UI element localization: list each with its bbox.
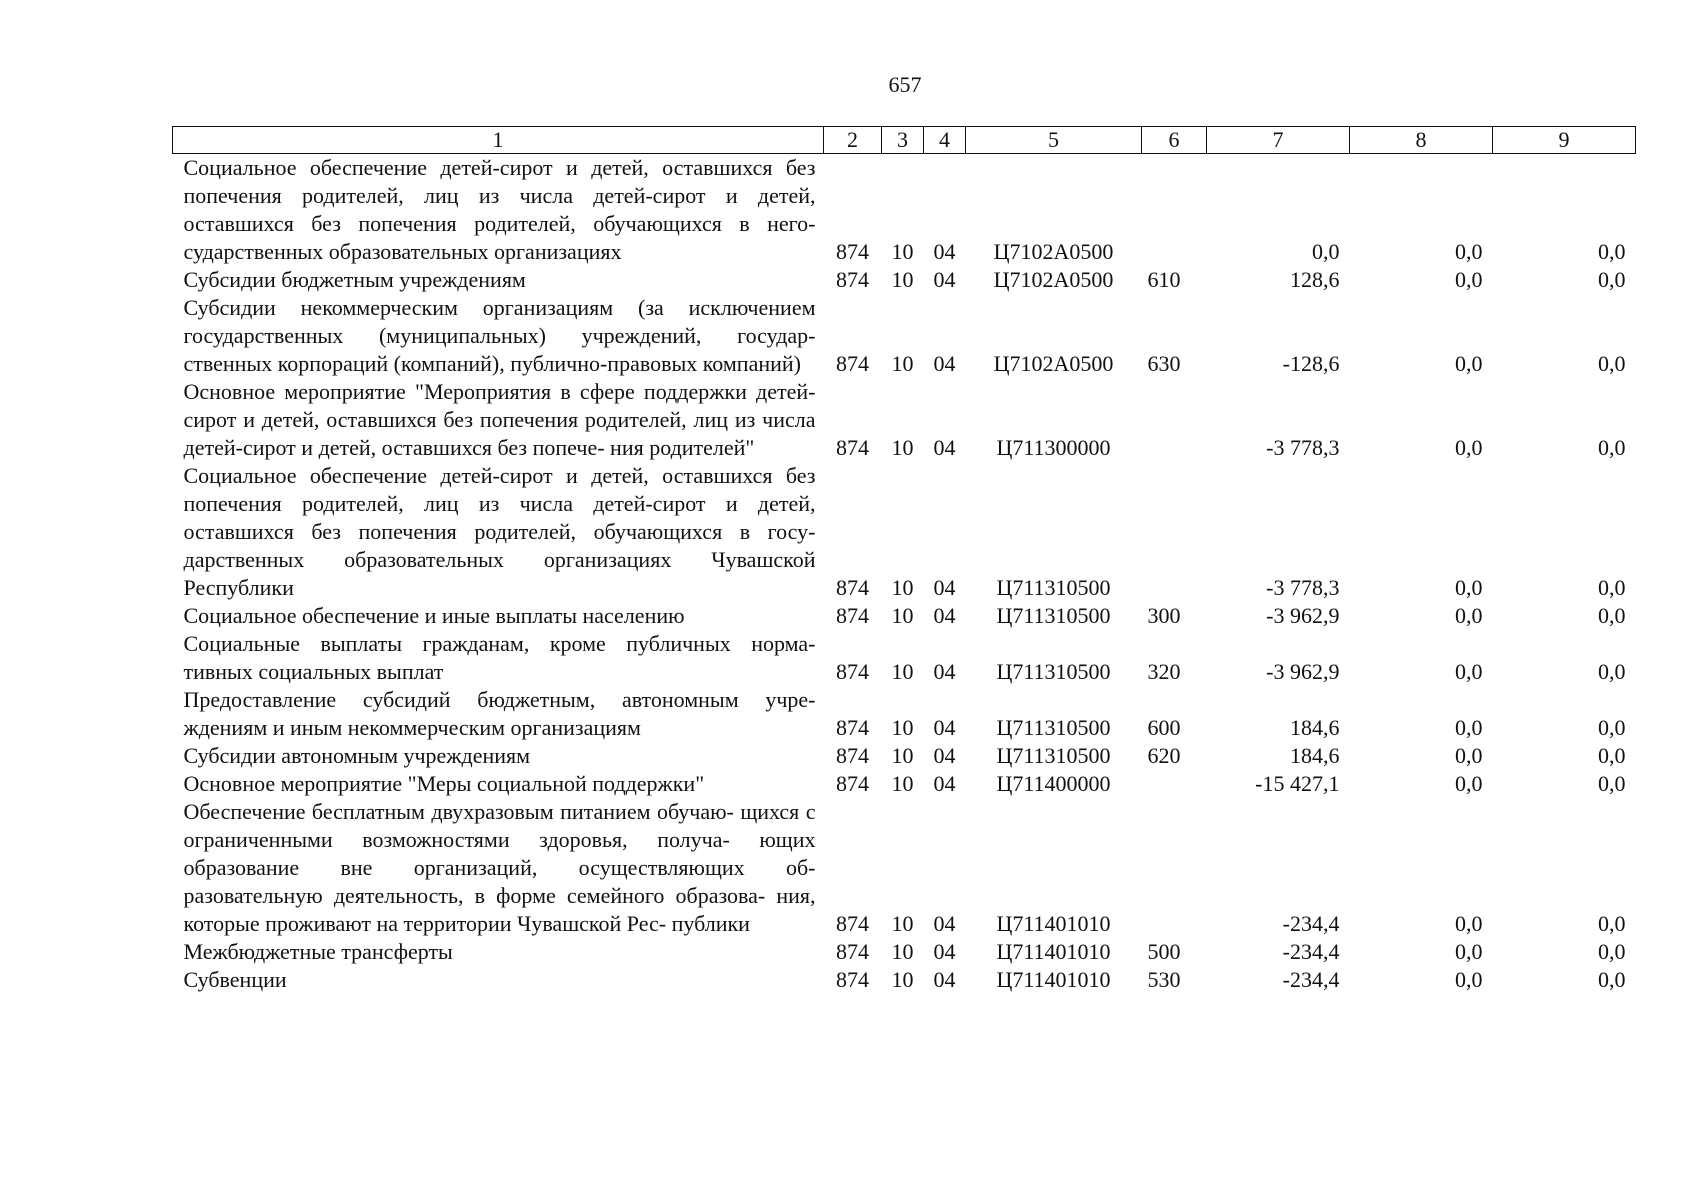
row-section: 10 [891, 911, 914, 936]
row-amount-col7: -234,4 [1282, 967, 1340, 992]
row-expense-type [1142, 798, 1207, 938]
table-row [173, 938, 1636, 966]
row-subsection: 04 [933, 967, 956, 992]
column-header-2: 2 [824, 127, 882, 154]
row-section: 10 [891, 351, 914, 376]
table-row [173, 798, 1636, 938]
row-name: Социальные выплаты гражданам, кроме публичных норма- тивных социальных выплат [183, 631, 816, 684]
row-admin-code: 874 [836, 603, 869, 628]
column-header-4: 4 [924, 127, 966, 154]
row-admin-code: 874 [836, 659, 869, 684]
row-amount-col9: 0,0 [1598, 267, 1626, 292]
row-admin-code: 874 [836, 743, 869, 768]
table-body [173, 154, 1636, 995]
row-amount-col7: -3 778,3 [1266, 435, 1340, 460]
row-amount-col9: 0,0 [1598, 911, 1626, 936]
row-amount-col9: 0,0 [1598, 771, 1626, 796]
row-amount-col9: 0,0 [1598, 659, 1626, 684]
row-name: Предоставление субсидий бюджетным, автономным учре- ждениям и иным некоммерческим организациям [183, 687, 816, 740]
row-expense-type: 320 [1147, 659, 1181, 684]
row-name: Социальное обеспечение и иные выплаты населению [183, 603, 685, 628]
row-subsection: 04 [933, 771, 956, 796]
column-header-5: 5 [966, 127, 1142, 154]
row-name: Основное мероприятие "Меры социальной поддержки" [183, 771, 705, 796]
column-header-3: 3 [882, 127, 924, 154]
row-amount-col7: -128,6 [1282, 351, 1340, 376]
row-amount-col9: 0,0 [1598, 939, 1626, 964]
row-admin-code: 874 [836, 351, 869, 376]
row-section: 10 [891, 939, 914, 964]
row-target-article: Ц711401010 [996, 967, 1111, 992]
row-amount-col7: -234,4 [1282, 939, 1340, 964]
row-amount-col8: 0,0 [1455, 435, 1483, 460]
row-target-article: Ц711310500 [996, 715, 1111, 740]
row-expense-type: 630 [1147, 351, 1181, 376]
row-admin-code: 874 [836, 715, 869, 740]
row-subsection: 04 [933, 743, 956, 768]
table-row [173, 602, 1636, 630]
row-subsection: 04 [933, 939, 956, 964]
row-target-article: Ц7102А0500 [993, 239, 1114, 264]
row-amount-col9: 0,0 [1598, 967, 1626, 992]
row-amount-col8: 0,0 [1455, 771, 1483, 796]
row-amount-col8: 0,0 [1455, 575, 1483, 600]
row-amount-col8: 0,0 [1455, 967, 1483, 992]
row-amount-col7: 0,0 [1312, 239, 1340, 264]
budget-table [172, 126, 1636, 994]
row-section: 10 [891, 575, 914, 600]
row-target-article: Ц7102А0500 [993, 351, 1114, 376]
row-section: 10 [891, 743, 914, 768]
row-subsection: 04 [933, 659, 956, 684]
row-amount-col7: -3 962,9 [1266, 659, 1340, 684]
row-expense-type: 300 [1147, 603, 1181, 628]
row-name: Основное мероприятие "Мероприятия в сфере поддержки детей-сирот и детей, оставшихся без попечения родителей, лиц из числа детей-сирот и детей, оставшихся без попече- ния родителей" [183, 379, 816, 460]
row-expense-type: 500 [1147, 939, 1181, 964]
row-amount-col8: 0,0 [1455, 939, 1483, 964]
row-name: Социальное обеспечение детей-сирот и детей, оставшихся без попечения родителей, лиц из числа детей-сирот и детей, оставшихся без попечения родителей, обучающихся в госу- дарственных образовательных организациях Чувашской Республики [183, 463, 816, 600]
row-amount-col7: 184,6 [1290, 743, 1340, 768]
row-admin-code: 874 [836, 575, 869, 600]
row-amount-col7: 128,6 [1290, 267, 1340, 292]
row-target-article: Ц711401010 [996, 939, 1111, 964]
row-expense-type: 610 [1147, 267, 1181, 292]
row-section: 10 [891, 435, 914, 460]
column-header-6: 6 [1142, 127, 1207, 154]
row-admin-code: 874 [836, 939, 869, 964]
row-name: Субсидии автономным учреждениям [183, 743, 531, 768]
row-amount-col7: -3 962,9 [1266, 603, 1340, 628]
row-subsection: 04 [933, 911, 956, 936]
row-expense-type [1142, 770, 1207, 798]
row-section: 10 [891, 715, 914, 740]
row-section: 10 [891, 967, 914, 992]
row-amount-col9: 0,0 [1598, 351, 1626, 376]
table-row [173, 966, 1636, 994]
row-expense-type: 600 [1147, 715, 1181, 740]
row-target-article: Ц711310500 [996, 575, 1111, 600]
row-subsection: 04 [933, 267, 956, 292]
row-amount-col7: 184,6 [1290, 715, 1340, 740]
row-section: 10 [891, 659, 914, 684]
table-row [173, 294, 1636, 378]
row-subsection: 04 [933, 575, 956, 600]
table-row [173, 742, 1636, 770]
row-subsection: 04 [933, 715, 956, 740]
row-subsection: 04 [933, 239, 956, 264]
row-section: 10 [891, 239, 914, 264]
row-target-article: Ц711400000 [996, 771, 1111, 796]
row-name: Обеспечение бесплатным двухразовым питанием обучаю- щихся с ограниченными возможностями здоровья, получа- ющих образование вне организаций, осуществляющих об- разовательную деятельность, в форме семейного образова- ния, которые проживают на территории Чувашской Рес- публики [183, 799, 816, 936]
row-amount-col8: 0,0 [1455, 659, 1483, 684]
row-name: Субвенции [183, 967, 287, 992]
table-row [173, 378, 1636, 462]
row-amount-col9: 0,0 [1598, 603, 1626, 628]
page-number: 657 [888, 72, 922, 97]
row-section: 10 [891, 603, 914, 628]
row-subsection: 04 [933, 351, 956, 376]
row-expense-type: 620 [1147, 743, 1181, 768]
header-row [173, 127, 1636, 154]
row-amount-col9: 0,0 [1598, 575, 1626, 600]
row-name: Субсидии некоммерческим организациям (за исключением государственных (муниципальных) учреждений, государ- ственных корпораций (компаний), публично-правовых компаний) [183, 295, 816, 376]
row-target-article: Ц711300000 [996, 435, 1111, 460]
row-amount-col8: 0,0 [1455, 911, 1483, 936]
row-target-article: Ц7102А0500 [993, 267, 1114, 292]
table-row [173, 686, 1636, 742]
row-amount-col8: 0,0 [1455, 715, 1483, 740]
row-name: Социальное обеспечение детей-сирот и детей, оставшихся без попечения родителей, лиц из числа детей-сирот и детей, оставшихся без попечения родителей, обучающихся в него- сударственных образовательных организациях [183, 155, 816, 264]
row-name: Межбюджетные трансферты [183, 939, 453, 964]
row-admin-code: 874 [836, 911, 869, 936]
row-amount-col8: 0,0 [1455, 351, 1483, 376]
row-expense-type: 530 [1147, 967, 1181, 992]
row-amount-col8: 0,0 [1455, 603, 1483, 628]
row-admin-code: 874 [836, 435, 869, 460]
row-amount-col7: -3 778,3 [1266, 575, 1340, 600]
row-admin-code: 874 [836, 771, 869, 796]
table-row [173, 630, 1636, 686]
table-header [173, 127, 1636, 154]
row-expense-type [1142, 462, 1207, 602]
row-amount-col7: -234,4 [1282, 911, 1340, 936]
row-amount-col8: 0,0 [1455, 267, 1483, 292]
row-admin-code: 874 [836, 967, 869, 992]
column-header-9: 9 [1493, 127, 1636, 154]
column-header-7: 7 [1207, 127, 1350, 154]
row-amount-col7: -15 427,1 [1255, 771, 1340, 796]
row-target-article: Ц711310500 [996, 743, 1111, 768]
row-target-article: Ц711310500 [996, 603, 1111, 628]
row-amount-col8: 0,0 [1455, 743, 1483, 768]
row-amount-col9: 0,0 [1598, 435, 1626, 460]
row-expense-type [1142, 154, 1207, 267]
row-admin-code: 874 [836, 267, 869, 292]
table-row [173, 154, 1636, 267]
row-amount-col9: 0,0 [1598, 743, 1626, 768]
column-header-8: 8 [1350, 127, 1493, 154]
row-expense-type [1142, 378, 1207, 462]
row-target-article: Ц711401010 [996, 911, 1111, 936]
row-amount-col9: 0,0 [1598, 715, 1626, 740]
row-section: 10 [891, 771, 914, 796]
row-name: Субсидии бюджетным учреждениям [183, 267, 526, 292]
row-subsection: 04 [933, 435, 956, 460]
row-amount-col8: 0,0 [1455, 239, 1483, 264]
table-row [173, 462, 1636, 602]
table-row [173, 770, 1636, 798]
row-target-article: Ц711310500 [996, 659, 1111, 684]
row-admin-code: 874 [836, 239, 869, 264]
column-header-1: 1 [173, 127, 824, 154]
row-amount-col9: 0,0 [1598, 239, 1626, 264]
row-subsection: 04 [933, 603, 956, 628]
row-section: 10 [891, 267, 914, 292]
table-row [173, 266, 1636, 294]
